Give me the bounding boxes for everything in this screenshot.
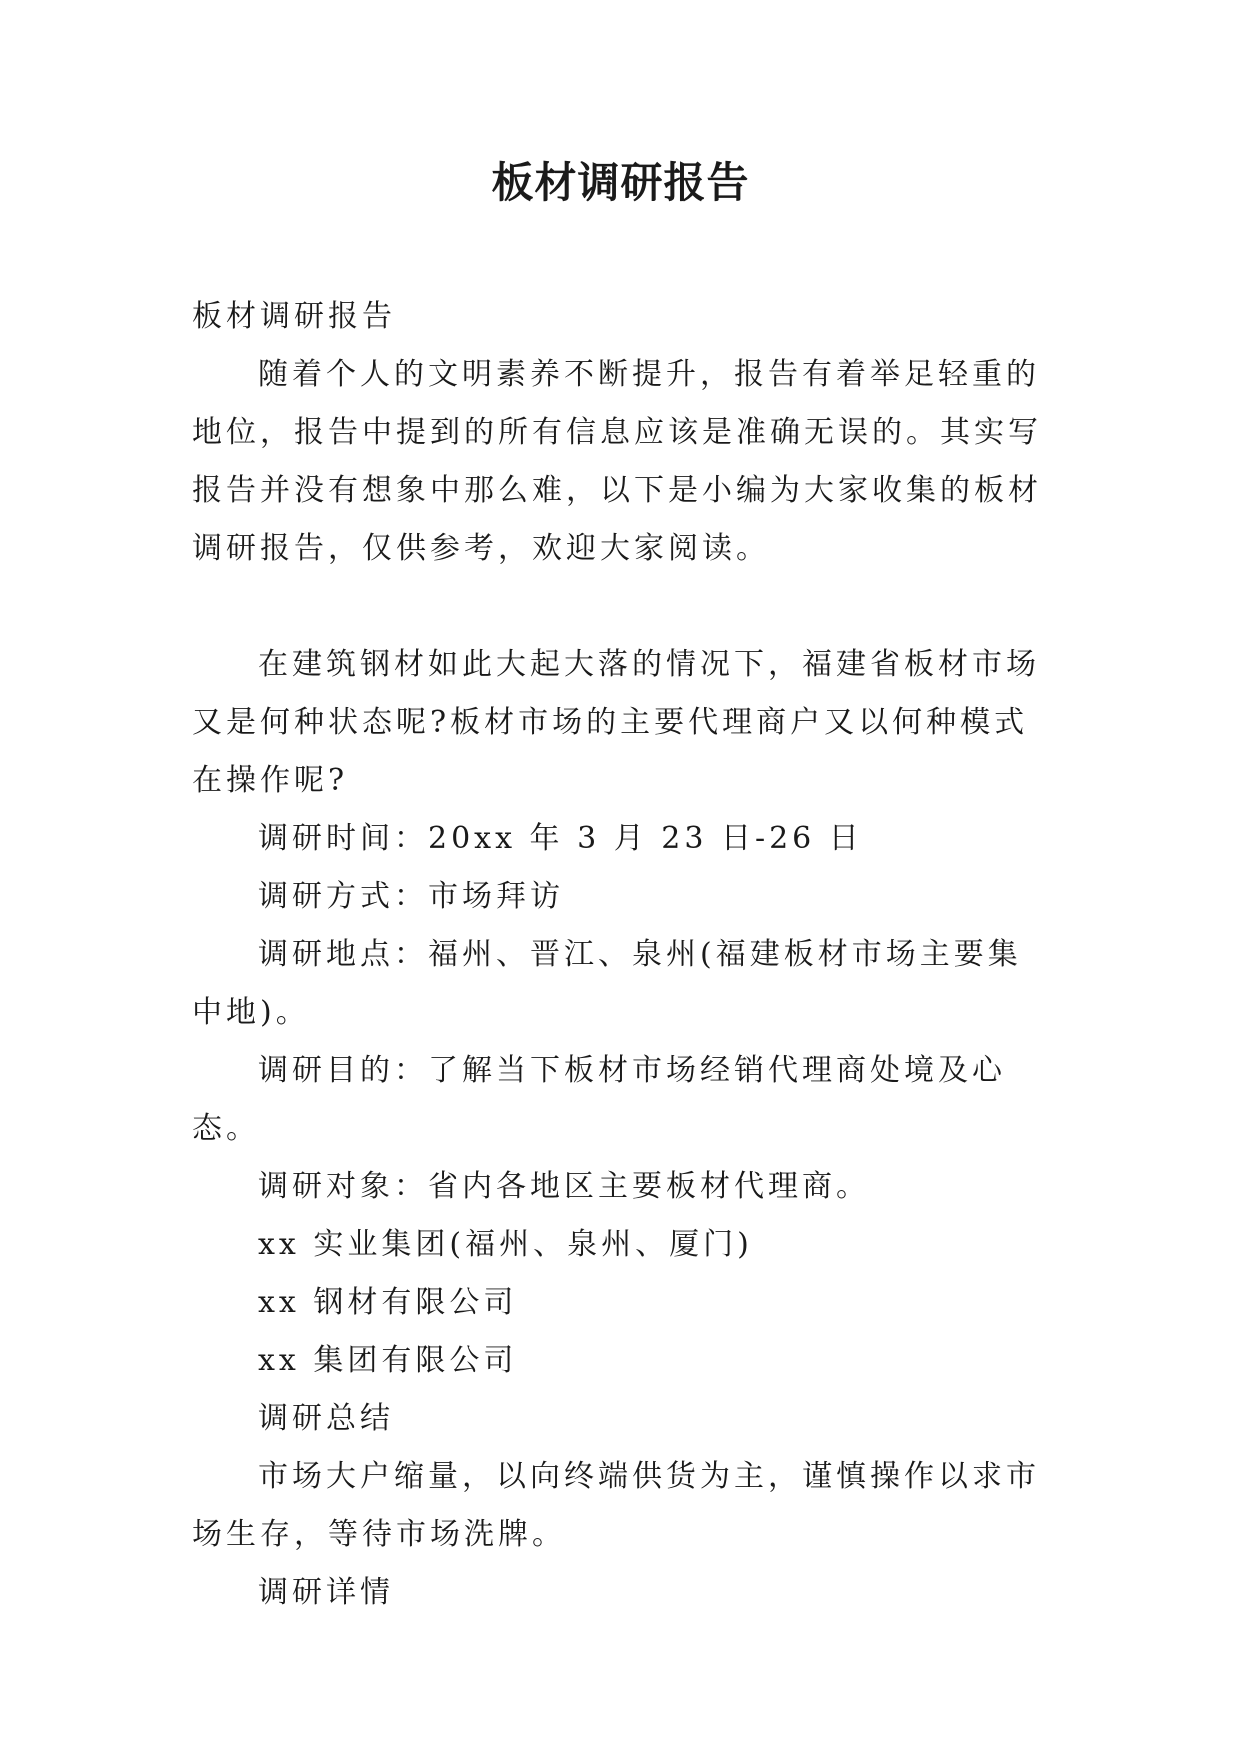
paragraph-summary: 市场大户缩量，以向终端供货为主，谨慎操作以求市场生存，等待市场洗牌。: [192, 1459, 1040, 1552]
paragraph-intro: 随着个人的文明素养不断提升，报告有着举足轻重的地位，报告中提到的所有信息应该是准确无误的。其实写报告并没有想象中那么难，以下是小编为大家收集的板材调研报告，仅供参考，欢迎大家阅读。: [192, 357, 1042, 566]
paragraph-survey-purpose: 调研目的：了解当下板材市场经销代理商处境及心态。: [192, 1053, 1006, 1146]
paragraph-company-1: xx 实业集团(福州、泉州、厦门): [258, 1227, 753, 1262]
paragraph-details-heading: 调研详情: [258, 1575, 394, 1610]
paragraph-question: 在建筑钢材如此大起大落的情况下，福建省板材市场又是何种状态呢?板材市场的主要代理商户又以何种模式在操作呢?: [192, 647, 1040, 798]
paragraph-company-3: xx 集团有限公司: [258, 1343, 518, 1378]
paragraph-company-2: xx 钢材有限公司: [258, 1285, 518, 1320]
paragraph-survey-method: 调研方式：市场拜访: [258, 879, 564, 914]
paragraph-spacer: [192, 578, 1052, 636]
paragraph-survey-time: 调研时间：20xx 年 3 月 23 日-26 日: [258, 821, 863, 856]
paragraph-summary-heading: 调研总结: [258, 1401, 394, 1436]
paragraph-survey-location: 调研地点：福州、晋江、泉州(福建板材市场主要集中地)。: [192, 937, 1022, 1030]
document-body: [192, 288, 1052, 1622]
document-title: 板材调研报告: [491, 158, 750, 207]
paragraph-survey-target: 调研对象：省内各地区主要板材代理商。: [258, 1169, 870, 1204]
paragraph-heading: 板材调研报告: [192, 299, 396, 334]
